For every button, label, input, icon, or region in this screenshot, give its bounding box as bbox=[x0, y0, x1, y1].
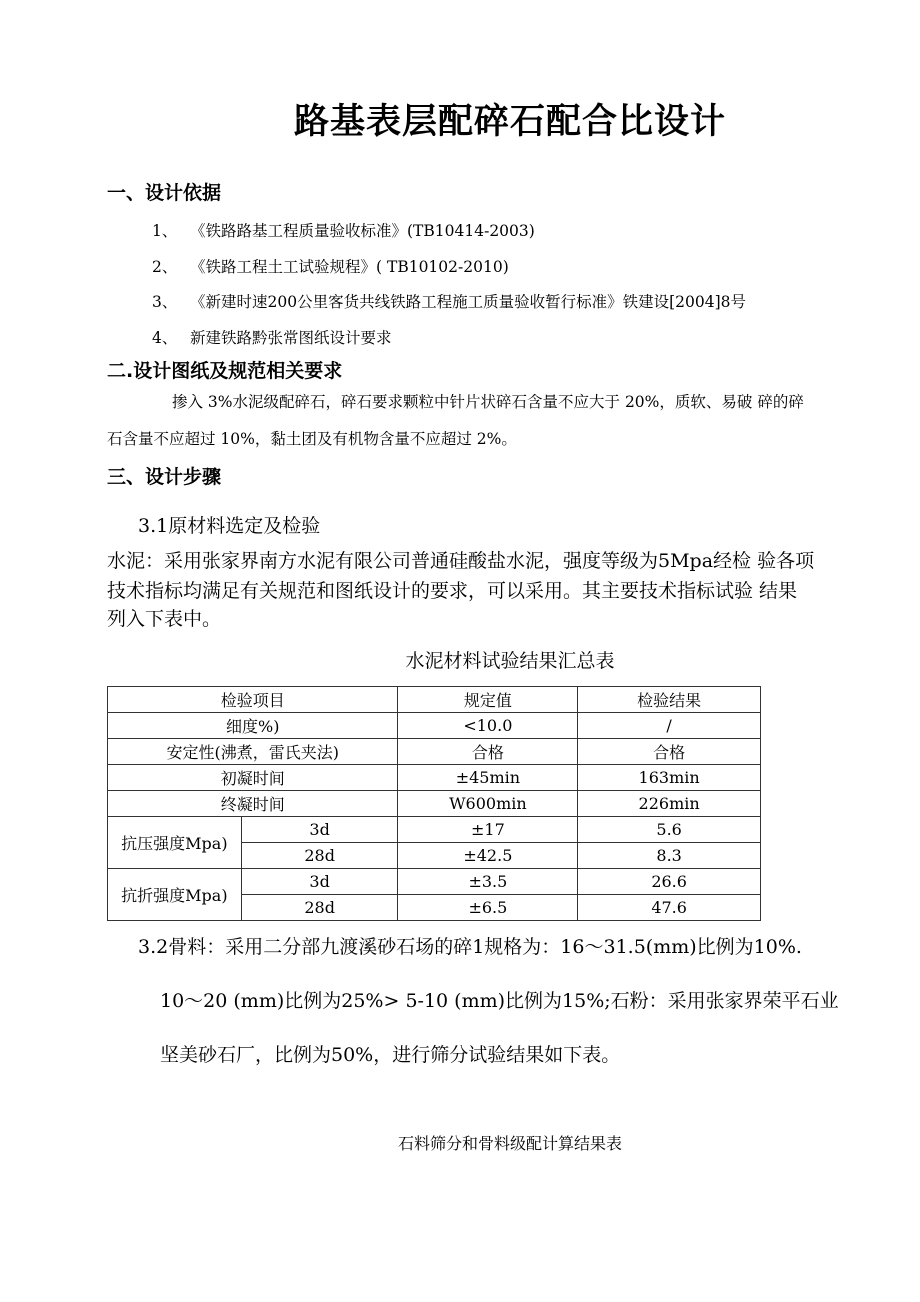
header-item: 检验项目 bbox=[108, 687, 398, 713]
section-1-heading: 一、设计依据 bbox=[107, 182, 222, 204]
cell-spec: ±3.5 bbox=[398, 869, 578, 895]
cell-age: 28d bbox=[241, 895, 398, 921]
reference-text: 《铁路路基工程质量验收标准》(TB10414-2003) bbox=[190, 222, 535, 240]
reference-item bbox=[152, 219, 535, 241]
cell-item: 细度%) bbox=[108, 713, 398, 739]
cell-age: 28d bbox=[241, 843, 398, 869]
reference-item bbox=[152, 326, 392, 348]
requirements-line-1: 掺入 3%水泥级配碎石，碎石要求颗粒中针片状碎石含量不应大于 20%，质软、易破 碎的碎 bbox=[172, 393, 804, 411]
cement-para-line-2: 技术指标均满足有关规范和图纸设计的要求，可以采用。其主要技术指标试验 结果 bbox=[107, 580, 798, 602]
cement-para-line-3: 列入下表中。 bbox=[107, 608, 222, 630]
sieve-table-caption: 石料筛分和骨料级配计算结果表 bbox=[397, 1134, 622, 1153]
cell-spec: 合格 bbox=[398, 739, 578, 765]
cell-result: / bbox=[578, 713, 761, 739]
cement-test-table bbox=[107, 686, 761, 921]
cell-result: 163min bbox=[578, 765, 761, 791]
requirements-line-2: 石含量不应超过 10%，黏土团及有机物含量不应超过 2%。 bbox=[107, 430, 517, 448]
cement-table-caption: 水泥材料试验结果汇总表 bbox=[405, 650, 615, 672]
aggregate-line-3: 坚美砂石厂，比例为50%，进行筛分试验结果如下表。 bbox=[160, 1044, 621, 1066]
cell-age: 3d bbox=[241, 869, 398, 895]
cell-item: 终凝时间 bbox=[108, 791, 398, 817]
header-result: 检验结果 bbox=[578, 687, 761, 713]
reference-text: 《铁路工程土工试验规程》( TB10102-2010) bbox=[190, 258, 509, 276]
section-3-heading: 三、设计步骤 bbox=[107, 466, 222, 488]
cell-spec: W600min bbox=[398, 791, 578, 817]
cell-spec: <10.0 bbox=[398, 713, 578, 739]
cement-para-line-1: 水泥：采用张家界南方水泥有限公司普通硅酸盐水泥，强度等级为5Mpa经检 验各项 bbox=[107, 550, 815, 572]
subsection-3-1: 3.1原材料选定及检验 bbox=[138, 515, 321, 537]
cell-age: 3d bbox=[241, 817, 398, 843]
reference-item bbox=[152, 290, 746, 312]
cell-result: 226min bbox=[578, 791, 761, 817]
table-row bbox=[108, 713, 761, 739]
aggregate-line-2: 10〜20 (mm)比例为25%> 5-10 (mm)比例为15%;石粉：采用张家界荣平石业 bbox=[160, 990, 839, 1012]
reference-text: 《新建时速200公里客货共线铁路工程施工质量验收暂行标准》铁建设[2004]8号 bbox=[190, 293, 746, 311]
cell-result: 47.6 bbox=[578, 895, 761, 921]
cell-result: 8.3 bbox=[578, 843, 761, 869]
cell-spec: ±6.5 bbox=[398, 895, 578, 921]
table-row bbox=[108, 765, 761, 791]
reference-number: 2、 bbox=[152, 258, 178, 276]
cell-spec: ±17 bbox=[398, 817, 578, 843]
cell-item: 初凝时间 bbox=[108, 765, 398, 791]
cell-result: 合格 bbox=[578, 739, 761, 765]
cell-item: 安定性(沸煮，雷氏夹法) bbox=[108, 739, 398, 765]
reference-number: 4、 bbox=[152, 329, 178, 347]
flexural-strength-label: 抗折强度Mpa) bbox=[108, 869, 242, 921]
compressive-strength-label: 抗压强度Mpa) bbox=[108, 817, 242, 869]
cell-spec: ±42.5 bbox=[398, 843, 578, 869]
page-title: 路基表层配碎石配合比设计 bbox=[293, 102, 726, 142]
table-header-row bbox=[108, 687, 761, 713]
reference-text: 新建铁路黔张常图纸设计要求 bbox=[190, 329, 392, 347]
cell-result: 5.6 bbox=[578, 817, 761, 843]
aggregate-line-1: 3.2骨料：采用二分部九渡溪砂石场的碎1规格为：16〜31.5(mm)比例为10%. bbox=[138, 936, 802, 958]
reference-number: 1、 bbox=[152, 222, 178, 240]
cell-spec: ±45min bbox=[398, 765, 578, 791]
header-spec: 规定值 bbox=[398, 687, 578, 713]
cell-result: 26.6 bbox=[578, 869, 761, 895]
table-row bbox=[108, 869, 761, 895]
section-2-heading: 二.设计图纸及规范相关要求 bbox=[107, 360, 343, 382]
table-row bbox=[108, 791, 761, 817]
table-row bbox=[108, 739, 761, 765]
table-row bbox=[108, 817, 761, 843]
reference-item bbox=[152, 255, 509, 277]
reference-number: 3、 bbox=[152, 293, 178, 311]
